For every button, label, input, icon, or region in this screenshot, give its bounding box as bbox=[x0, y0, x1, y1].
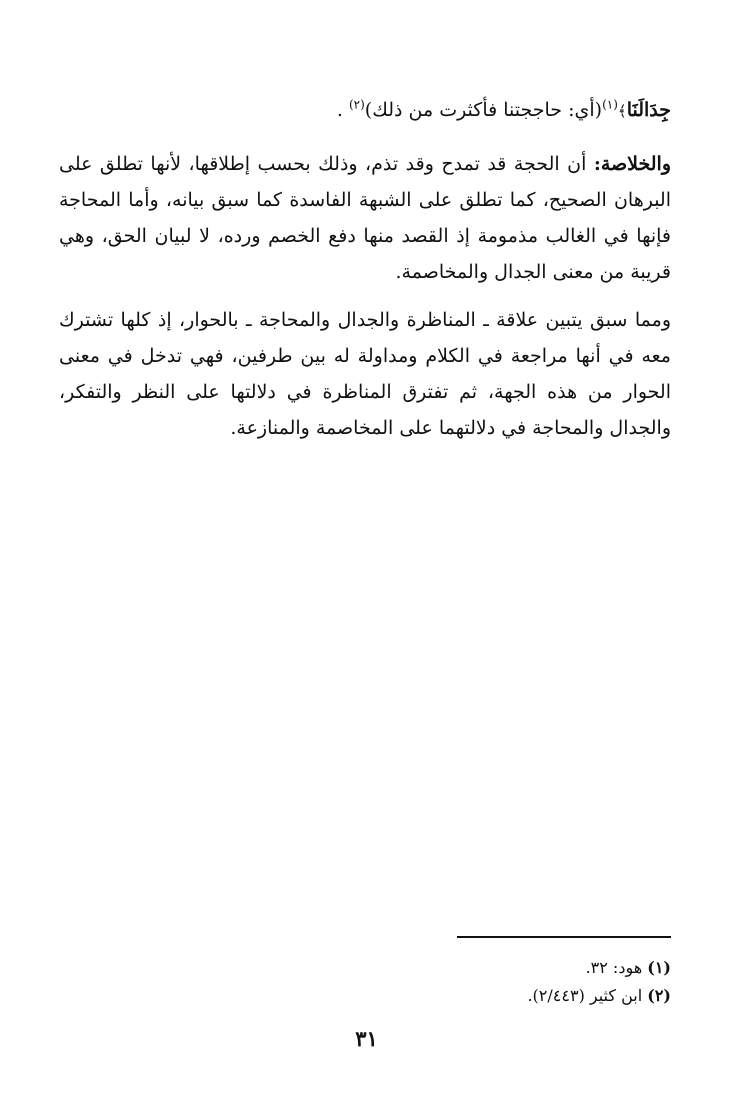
intro-end: . bbox=[336, 99, 349, 121]
footnote-text: هود: ٣٢. bbox=[585, 958, 643, 977]
footnote-ref-1: (١) bbox=[602, 97, 618, 112]
footnote-2 bbox=[271, 982, 671, 1010]
page-number: ٣١ bbox=[355, 1026, 378, 1051]
footnote-number: (١) bbox=[647, 958, 671, 977]
intro-gloss: (أي: حاججتنا فأكثرت من ذلك) bbox=[364, 99, 603, 121]
conclusion-text: أن الحجة قد تمدح وقد تذم، وذلك بحسب إطلاقها، لأنها تطلق على البرهان الصحيح، كما تطلق على الشبهة الفاسدة كما سبق بيانه، وأما المحاجة فإنها في الغالب مذمومة إذ القصد منها دفع الخصم ورده، لا لبيان الحق، وهي قريبة من معنى الجدال والمخاصمة. bbox=[59, 153, 671, 283]
footnote-divider bbox=[457, 936, 671, 938]
footnote-1 bbox=[271, 954, 671, 982]
quran-word: جِدَالَنَا bbox=[626, 99, 671, 121]
quran-close-brace: ﴾ bbox=[617, 102, 627, 120]
footnote-number: (٢) bbox=[647, 986, 671, 1005]
intro-line bbox=[59, 92, 671, 129]
footnote-text: ابن كثير (٢/٤٤٣). bbox=[527, 986, 643, 1005]
conclusion-paragraph bbox=[59, 146, 671, 290]
footnotes bbox=[271, 954, 671, 1010]
footnote-ref-2: (٢) bbox=[348, 97, 365, 112]
relation-paragraph: ومما سبق يتبين علاقة ـ المناظرة والجدال والمحاجة ـ بالحوار، إذ كلها تشترك معه في أنها مراجعة في الكلام ومداولة له بين طرفين، فهي تدخل في معنى الحوار من هذه الجهة، ثم تفترق المناظرة في دلالتها على النظر والتفكر، والجدال والمحاجة في دلالتهما على المخاصمة والمنازعة. bbox=[59, 309, 671, 439]
conclusion-lead: والخلاصة: bbox=[593, 153, 671, 175]
